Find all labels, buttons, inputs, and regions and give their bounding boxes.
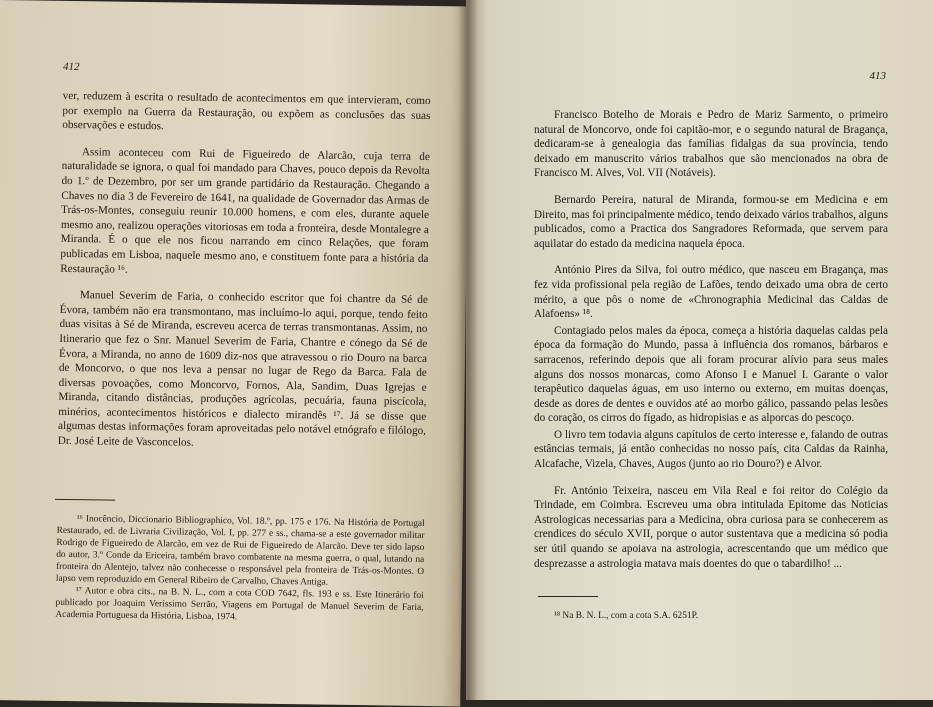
right-paragraph-5: O livro tem todavia alguns capítulos de certo interesse e, falando de outras estâncias termais, já então conhecidas no nosso país, cita Caldas da Rainha, Alcafache, Vizela, Chaves, Augos (junto ao rio Douro?) e Alvor. [534,428,888,471]
right-paragraph-6: Fr. António Teixeira, nasceu em Vila Real e foi reitor do Colégio da Trindade, em Coimbra. Escreveu uma obra intitulada Epitome das Noticias Astrologicas necessarias para a Medicina, obra curiosa para se conhecerem as crendices do século XVII, porque o autor sustentava que a medicina só podia ser útil quando se apoiava na astrologia, acrescentando que um médico que desprezasse a astrologia matava mais doentes do que o tabardilho! ... [534,484,888,570]
right-paragraph-4: Contagiado pelos males da época, começa a história daquelas caldas pela época da formação do Mundo, passa à influência dos romanos, bárbaros e sarracenos, referindo depois que ali foram procurar alívio para seus males alguns dos nossos monarcas, como Afonso I e Manuel I. Garante o valor terapêutico daquelas águas, em uso interno ou externo, em muitas doenças, desde as dores de dentes e ouvidos até ao morbo gálico, passando pelas lesões do coração, os cirros do fígado, as hidropisias e as alporcas do pescoço. [534,324,888,425]
left-paragraph-1: ver, reduzem à escrita o resultado de acontecimentos em que intervieram, como por exemplo na Guerra da Restauração, ou expõem as conclusões das suas observações e estudos. [62,89,431,133]
right-body [534,108,888,583]
right-paragraph-2: Bernardo Pereira, natural de Miranda, formou-se em Medicina e em Direito, mas foi principalmente médico, tendo deixado vários trabalhos, alguns publicados, como a Practica dos Sangradores Reformada, que servem para aquilatar do estado da medicina naquela época. [534,193,888,250]
left-page-number: 412 [62,60,80,74]
footnote-16: ¹⁶ Inocêncio, Diccionario Bibliographico, Vol. 18.º, pp. 175 e 176. Na História de Portugal Restaurado, ed. de Livraria Civilização, Vol. I, pp. 277 e ss., chama-se a este governador militar Rodrigo de Figueiredo de Alarcão, em vez de Rui de Figueiredo de Alarcão. Deve ter sido lapso do autor, 3.º Conde da Ericeira, também bravo combatente na mesma guerra, o qual, lutando na fronteira do Alentejo, talvez não conhecesse o responsável pela fronteira de Trás-os-Montes. O lapso vem reproduzido em General Ribeiro de Carvalho, Chaves Antiga. [55,514,425,588]
footnote-17: ¹⁷ Autor e obra cits., na B. N. L., com a cota COD 7642, fls. 193 e ss. Este Itinerário foi publicado por Joaquim Veríssimo Serrão, Viagens em Portugal de Manuel Severim de Faria, Academia Portuguesa da História, Lisboa, 1974. [55,586,424,623]
right-footnotes [534,610,888,622]
right-footnote-rule [538,596,598,597]
left-footnote-rule [55,499,115,501]
left-paragraph-3: Manuel Severim de Faria, o conhecido escritor que foi chantre da Sé de Évora, também não era transmontano, mas incluímo-lo aqui, porque, tendo feito duas visitas à Sé de Miranda, escreveu acerca de terras transmontanas. Assim, no Itinerario que fez o Snr. Manuel Severim de Faria, Chantre e cónego da Sé de Évora, a Miranda, no anno de 1609 diz-nos que atravessou o rio Douro na barca de Moncorvo, o que nos leva a pensar no lugar de Rego da Barca. Fala de diversas povoações, como Moncorvo, Fornos, Ala, Sandim, Duas Igrejas e Miranda, citando distâncias, produções agrícolas, pecuária, fauna piscícola, minérios, acontecimentos históricos e dialecto mirandês ¹⁷. Já se disse que algumas destas informações foram aproveitadas pelo notável etnógrafo e filólogo, Dr. José Leite de Vasconcelos. [57,289,428,449]
book-gutter [458,0,478,700]
right-paragraph-3: António Pires da Silva, foi outro médico, que nasceu em Bragança, mas fez vida profissional pela região de Lafões, tendo deixado uma obra de certo mérito, a que pôs o nome de «Chronographia Medicinal das Caldas de Alafoens» ¹⁸. [534,264,888,321]
right-paragraph-1: Francisco Botelho de Morais e Pedro de Mariz Sarmento, o primeiro natural de Moncorvo, onde foi capitão-mor, e o segundo natural de Bragança, dedicaram-se à genealogia das famílias fidalgas da sua província, tendo deixado em manuscrito vários trabalhos que são mencionados na obra de Francisco M. Alves, Vol. VII (Notáveis). [534,109,888,180]
right-page-number: 413 [869,70,886,82]
left-footnotes [55,513,424,626]
left-body [58,89,431,466]
left-paragraph-2: Assim aconteceu com Rui de Figueiredo de Alarcão, cuja terra de naturalidade se ignora, o qual foi mandado para Chaves, pouco depois da Revolta do 1.º de Dezembro, por ser um grande partidário da Restauração. Chegando a Chaves no dia 3 de Fevereiro de 1641, na qualidade de Governador das Armas de Trás-os-Montes, conseguiu reunir 10.000 homens, e com eles, durante aquele mesmo ano, realizou operações vitoriosas em toda a fronteira, desde Montalegre a Miranda. É o que ele nos ficou narrando em cinco Relações, que foram publicadas em Lisboa, naquele mesmo ano, e constituem fonte para a história da Restauração ¹⁶. [60,145,430,276]
right-page [466,0,933,700]
footnote-18: ¹⁸ Na B. N. L., com a cota S.A. 6251P. [554,611,699,621]
